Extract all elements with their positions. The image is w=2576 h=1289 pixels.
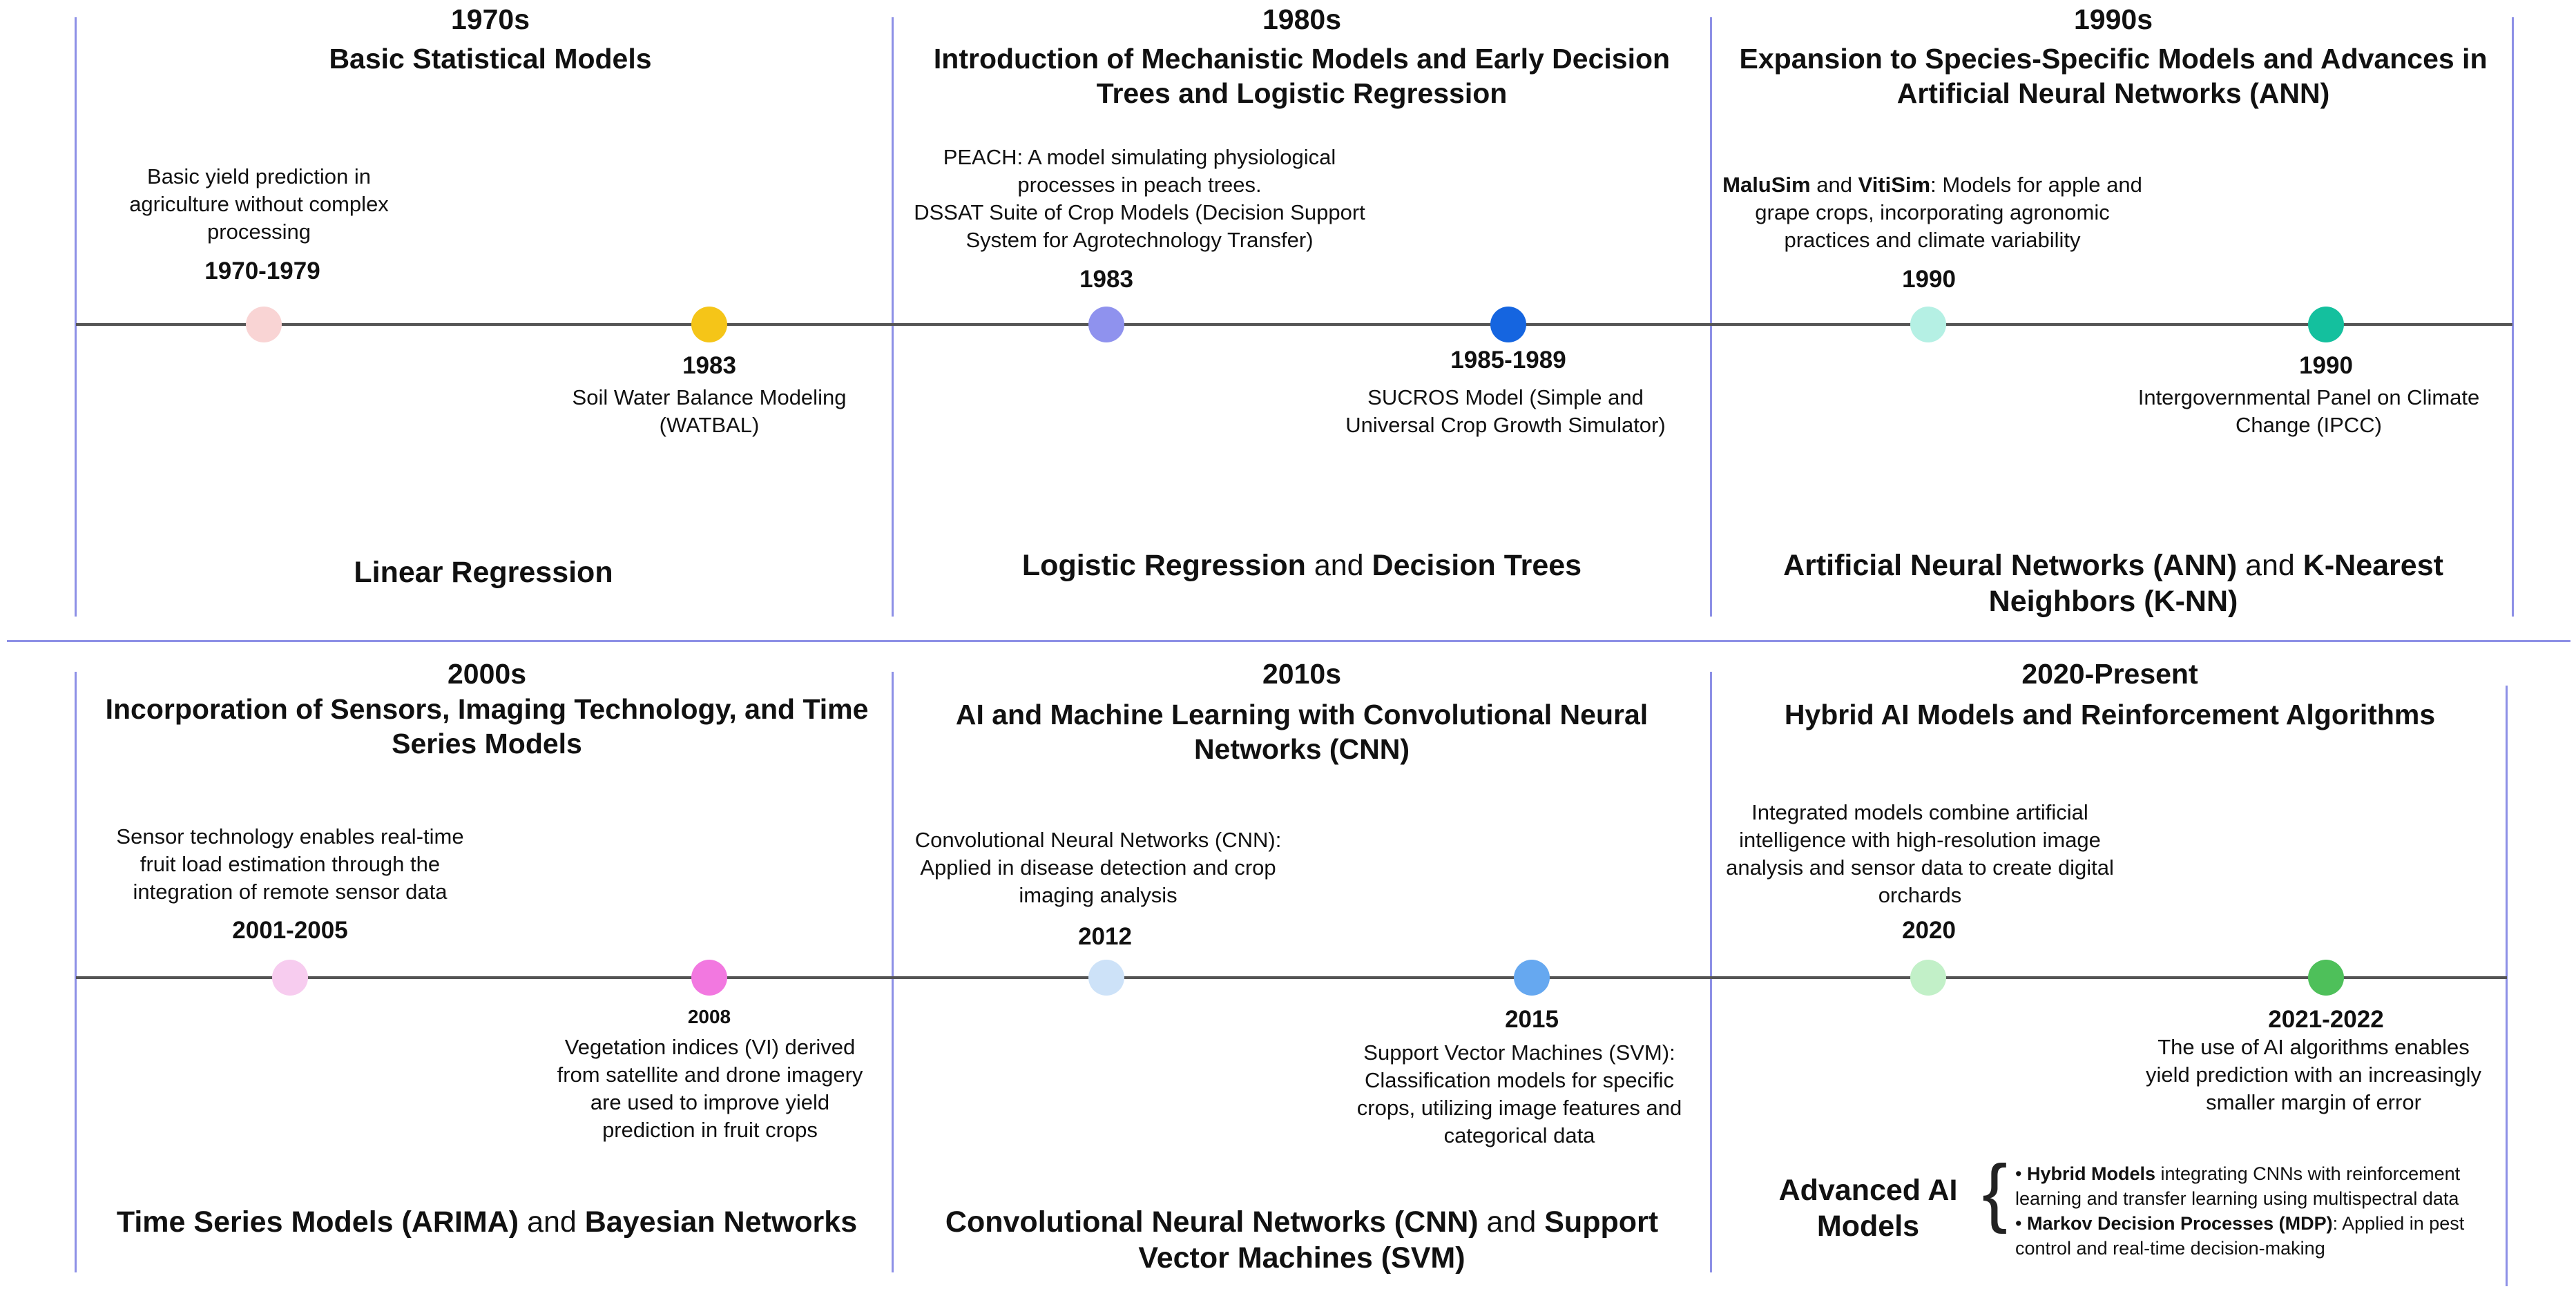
decade-title: AI and Machine Learning with Convolutional Neural Networks (CNN) [955,699,1649,765]
timeline-marker [1910,960,1946,996]
decade-summary [898,547,1706,583]
event-description: Soil Water Balance Modeling (WATBAL) [572,385,847,437]
event-date: 1990 [2299,352,2353,379]
summary-model: Logistic Regression [1021,549,1306,582]
timeline-marker [246,307,282,342]
summary-conjunction: and [1486,1205,1537,1239]
summary-conjunction: and [527,1205,577,1239]
conjunction: and [1816,173,1852,197]
event-description: Convolutional Neural Networks (CNN): Applied in disease detection and crop imaging analysis [914,828,1282,907]
event-date: 1990 [1902,266,1956,293]
event-date: 1983 [1079,266,1133,293]
event-date: 1985-1989 [1450,347,1566,374]
divider-bottom-left [75,672,77,1272]
event-description: Support Vector Machines (SVM): Classification models for specific crops, utilizing image features and categorical data [1356,1040,1682,1147]
summary-model: Convolutional Neural Networks (CNN) [945,1205,1479,1239]
event-description [1718,171,2146,254]
bullet-bold: Hybrid Models [2026,1163,2155,1184]
event-description [898,144,1381,254]
era-label: 1990s [2073,3,2153,35]
decade-title: Incorporation of Sensors, Imaging Technology, and Time Series Models [105,693,869,759]
event-description: SUCROS Model (Simple and Universal Crop Growth Simulator) [1345,385,1666,437]
event-date: 1983 [682,352,736,379]
event-date: 2015 [1505,1006,1559,1033]
decade-title: Basic Statistical Models [329,43,652,75]
timeline-marker [1514,960,1550,996]
timeline-marker [691,307,727,342]
event-date: 2008 [687,1006,731,1027]
divider-top-right [2512,17,2514,617]
model-name: MaluSim [1722,173,1811,197]
bullet-text: : Applied in pest control and real-time decision-making [2015,1213,2465,1259]
summary-model: Bayesian Networks [584,1205,858,1239]
event-description: Vegetation indices (VI) derived from satellite and drone imagery are used to improve yield prediction in fruit crops [557,1035,863,1142]
timeline-marker [2308,960,2344,996]
decade-title: Expansion to Species-Specific Models and Advances in Artificial Neural Networks (ANN) [1739,43,2488,109]
era-label: 1970s [450,3,530,35]
bullet-bold: Markov Decision Processes (MDP) [2026,1213,2333,1234]
timeline-marker [1088,960,1124,996]
event-description-line: DSSAT Suite of Crop Models (Decision Support System for Agrotechnology Transfer) [914,200,1365,252]
advanced-ai-label: Advanced AI Models [1778,1174,1958,1243]
timeline-marker [1910,307,1946,342]
decade-summary [138,554,829,590]
bullet-text: integrating CNNs with reinforcement learning and transfer learning using multispectral data [2015,1163,2461,1209]
event-date: 1970-1979 [204,258,320,284]
timeline-axis-top [76,323,2512,326]
decade-summary [898,1204,1706,1276]
event-description: Intergovernmental Panel on Climate Change (IPCC) [2137,385,2480,437]
summary-model: K-Nearest Neighbors (K-NN) [1988,549,2443,618]
model-name: VitiSim [1858,173,1931,197]
timeline-marker [691,960,727,996]
era-label: 2000s [447,658,526,690]
divider-top-1 [892,17,894,617]
summary-conjunction: and [2245,549,2295,582]
bullet-item: • Hybrid Models integrating CNNs with reinforcement learning and transfer learning using multispectral data [2015,1163,2461,1209]
divider-bottom-1 [892,672,894,1272]
event-description: Basic yield prediction in agriculture without complex processing [129,164,389,244]
summary-model: Support Vector Machines (SVM) [1138,1205,1659,1275]
era-label: 2010s [1262,658,1341,690]
summary-model: Artificial Neural Networks (ANN) [1783,549,2238,582]
event-date: 2001-2005 [232,917,348,944]
event-description: Sensor technology enables real-time fruit load estimation through the integration of remote sensor data [116,824,464,904]
brace-icon: { [1982,1150,2008,1234]
event-description-text: : Models for apple and grape crops, incorporating agronomic practices and climate variability [1755,173,2142,252]
event-date: 2020 [1902,917,1956,944]
divider-top-left [75,17,77,617]
divider-bottom-2 [1710,672,1712,1272]
era-label: 1980s [1262,3,1341,35]
bullet-item: • Markov Decision Processes (MDP): Applied in pest control and real-time decision-making [2015,1213,2465,1259]
event-date: 2012 [1078,923,1132,950]
timeline-marker [1088,307,1124,342]
timeline-marker [2308,307,2344,342]
event-description: Integrated models combine artificial intelligence with high-resolution image analysis and sensor data to create digital orchards [1726,800,2114,907]
divider-top-2 [1710,17,1712,617]
decade-title: Hybrid AI Models and Reinforcement Algorithms [1784,699,2436,730]
summary-model: Decision Trees [1372,549,1582,582]
decade-summary [83,1204,891,1240]
bullet-list [2015,1161,2512,1261]
decade-title: Introduction of Mechanistic Models and Early Decision Trees and Logistic Regression [933,43,1671,109]
summary-model: Time Series Models (ARIMA) [116,1205,519,1239]
summary-model: Linear Regression [354,556,613,589]
decade-summary [1768,547,2459,619]
timeline-marker [1490,307,1526,342]
event-description-line: PEACH: A model simulating physiological processes in peach trees. [943,145,1336,197]
timeline-marker [272,960,308,996]
summary-conjunction: and [1314,549,1364,582]
event-description: The use of AI algorithms enables yield prediction with an increasingly smaller margin of error [2146,1035,2481,1114]
row-separator [7,640,2570,642]
timeline-axis-bottom [76,976,2507,979]
era-label: 2020-Present [2021,658,2198,690]
event-date: 2021-2022 [2268,1006,2384,1033]
